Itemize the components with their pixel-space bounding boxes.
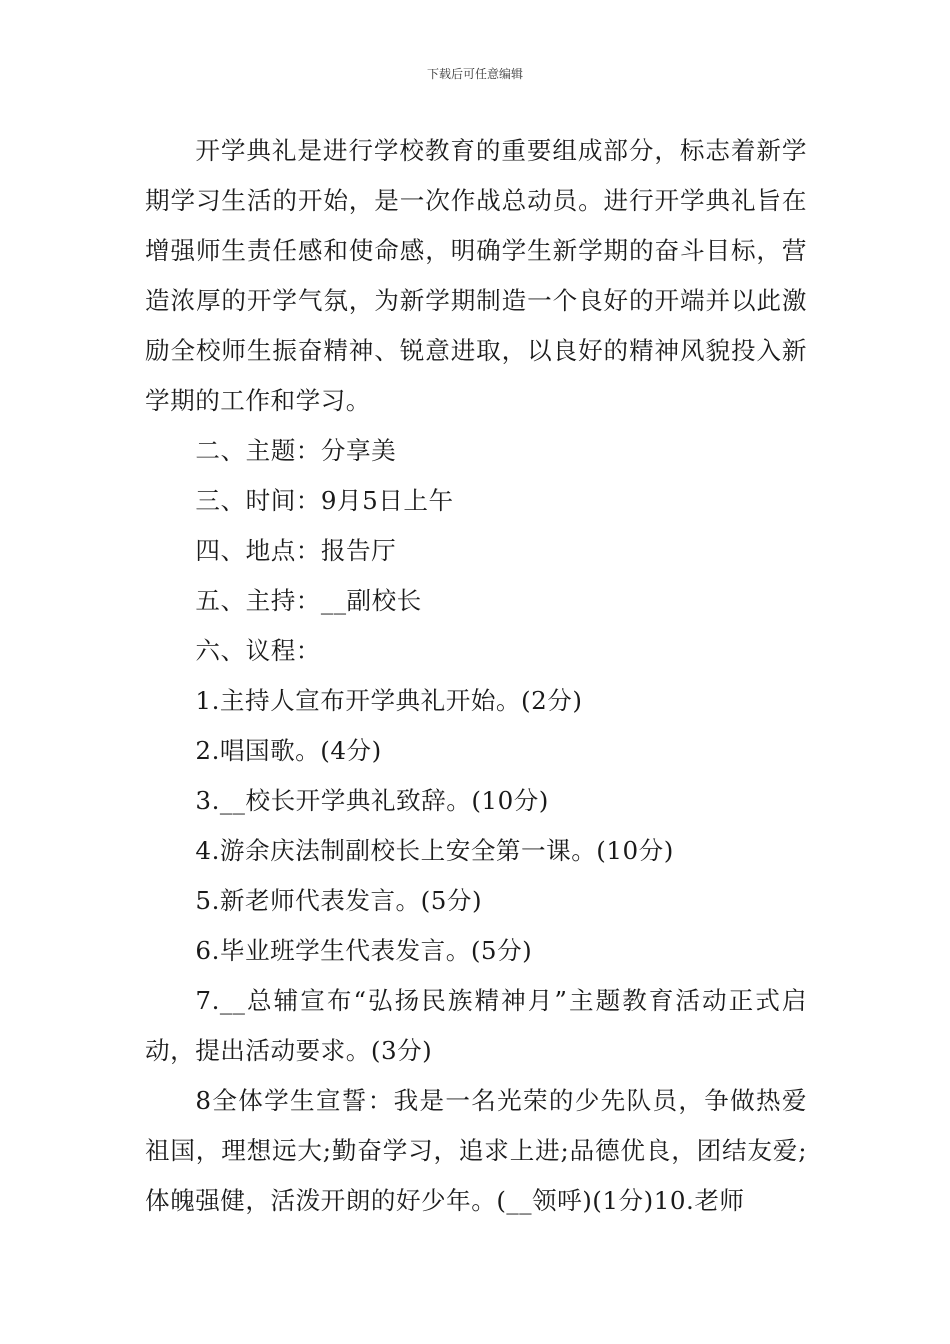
- agenda-item-4: 4.游余庆法制副校长上安全第一课。(10分): [195, 836, 674, 865]
- agenda-item-2: 2.唱国歌。(4分): [195, 736, 382, 765]
- agenda-item-8: 8全体学生宣誓：我是一名光荣的少先队员，争做热爱祖国，理想远大;勤奋学习，追求上进;品德优良，团结友爱;体魄强健，活泼开朗的好少年。(__领呼)(1分)10.老师: [145, 1086, 807, 1215]
- intro-paragraph: 开学典礼是进行学校教育的重要组成部分，标志着新学期学习生活的开始，是一次作战总动员。进行开学典礼旨在增强师生责任感和使命感，明确学生新学期的奋斗目标，营造浓厚的开学气氛，为新学期制造一个良好的开端并以此激励全校师生振奋精神、锐意进取，以良好的精神风貌投入新学期的工作和学习。: [145, 136, 807, 415]
- page-header: 下载后可任意编辑: [426, 67, 523, 81]
- document-body: [145, 126, 807, 1226]
- agenda-item-3: 3.__校长开学典礼致辞。(10分): [195, 786, 549, 815]
- agenda-item-5: 5.新老师代表发言。(5分): [195, 886, 483, 915]
- agenda-item-6: 6.毕业班学生代表发言。(5分): [195, 936, 533, 965]
- agenda-title: 六、议程：: [195, 636, 321, 665]
- host-line: 五、主持：__副校长: [195, 586, 422, 615]
- time-line: 三、时间：9月5日上午: [195, 486, 454, 515]
- agenda-item-1: 1.主持人宣布开学典礼开始。(2分): [195, 686, 583, 715]
- theme-line: 二、主题：分享美: [195, 436, 397, 465]
- location-line: 四、地点：报告厅: [195, 536, 397, 565]
- agenda-item-7: 7.__总辅宣布“弘扬民族精神月”主题教育活动正式启动，提出活动要求。(3分): [145, 986, 807, 1065]
